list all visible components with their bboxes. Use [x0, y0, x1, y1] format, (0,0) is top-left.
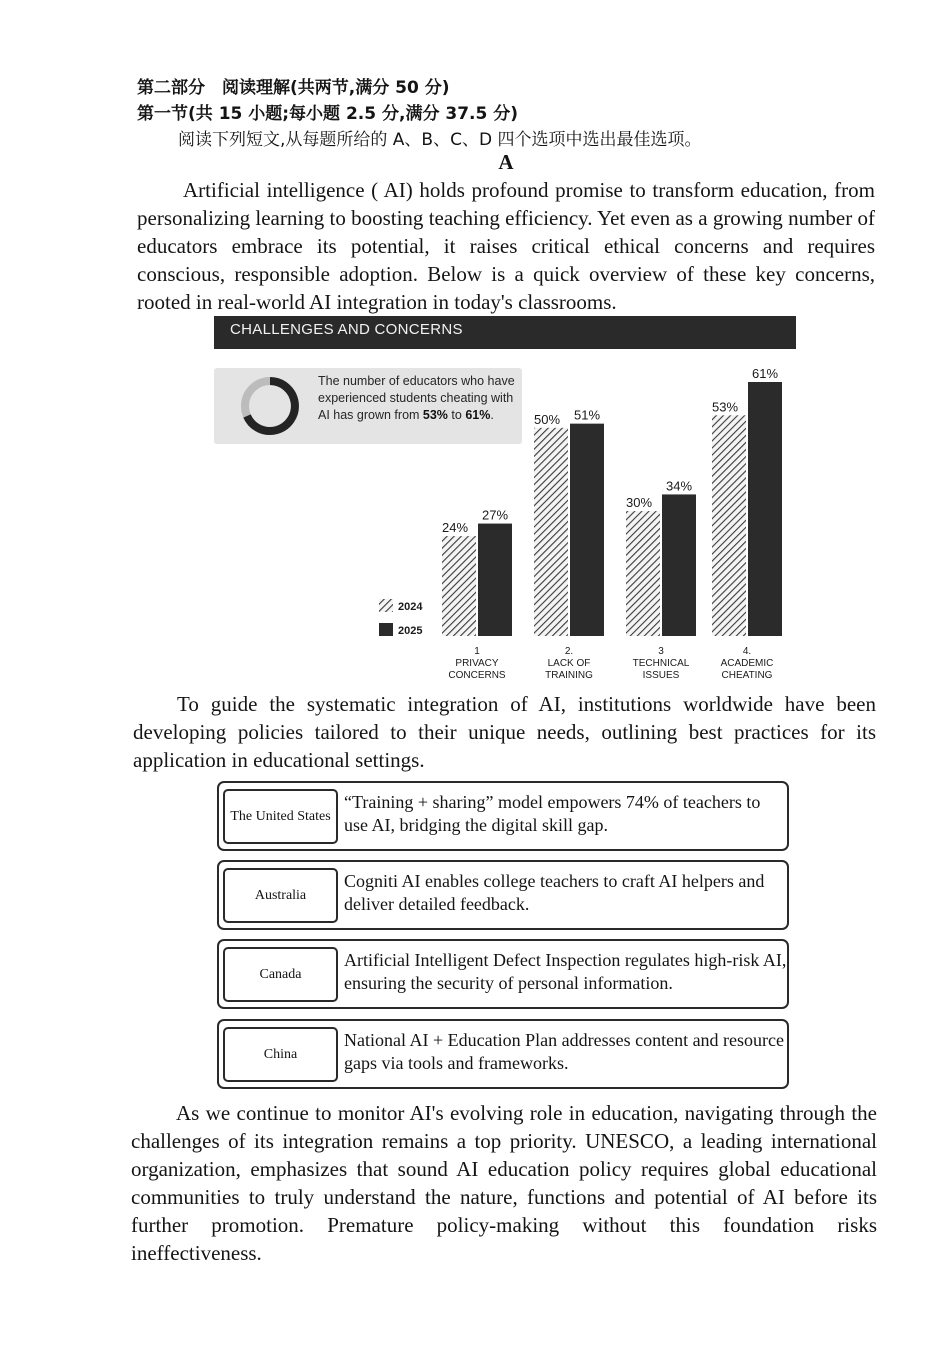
part-heading: 第二部分 阅读理解(共两节,满分 50 分)	[137, 78, 450, 98]
policy-text: Cogniti AI enables college teachers to craft AI helpers and deliver detailed feedback.	[344, 871, 765, 914]
category-label: PRIVACY	[455, 658, 499, 669]
bar-value-label: 30%	[625, 495, 653, 511]
callout-ring-icon	[245, 381, 295, 431]
country-label: China	[223, 1027, 338, 1082]
category-label: ACADEMIC	[720, 658, 774, 669]
bar-2024	[442, 536, 476, 636]
bar-value-label: 27%	[481, 507, 509, 523]
policy-text: National AI + Education Plan addresses content and resource gaps via tools and frameworks.	[344, 1030, 785, 1073]
legend-swatch-2024	[379, 599, 393, 612]
bar-2025	[478, 524, 512, 636]
category-label: ISSUES	[642, 670, 680, 681]
bar-value-label: 51%	[573, 407, 601, 423]
passage-letter: A	[498, 150, 514, 174]
bar-value-label: 61%	[751, 366, 779, 381]
country-label: The United States	[223, 789, 338, 844]
category-label: CONCERNS	[448, 670, 506, 681]
bar-2024	[534, 428, 568, 636]
callout-from: 53%	[422, 408, 448, 422]
section-heading: 第一节(共 15 小题;每小题 2.5 分,满分 37.5 分)	[137, 104, 519, 124]
legend-label-2025: 2025	[398, 625, 423, 637]
chart-title: CHALLENGES AND CONCERNS	[230, 321, 463, 338]
policy-row	[217, 860, 789, 930]
policy-row	[217, 939, 789, 1009]
policy-row	[217, 781, 789, 851]
bar-2024	[626, 511, 660, 636]
bar-value-label: 53%	[711, 399, 739, 415]
country-label: Australia	[223, 868, 338, 923]
category-number: 4.	[742, 646, 752, 657]
bar-value-label: 24%	[441, 520, 469, 536]
bar-2025	[570, 424, 604, 636]
category-label: CHEATING	[721, 670, 773, 681]
bar-2025	[748, 382, 782, 636]
category-number: 2.	[564, 646, 574, 657]
legend-swatch-2025	[379, 623, 393, 636]
bar-2025	[662, 494, 696, 636]
bar-value-label: 50%	[533, 411, 561, 427]
policy-row	[217, 1019, 789, 1089]
paragraph-policies: To guide the systematic integration of AI, institutions worldwide have been developing policies tailored to their unique needs, outlining best practices for its application in educational settings.	[133, 692, 876, 772]
bar-2024	[712, 415, 746, 636]
callout-end: .	[490, 408, 494, 422]
legend-label-2024: 2024	[398, 601, 423, 613]
category-number: 1	[474, 646, 480, 657]
policy-text: “Training + sharing” model empowers 74% of teachers to use AI, bridging the digital skill gap.	[344, 792, 761, 835]
paragraph-conclusion: As we continue to monitor AI's evolving role in education, navigating through the challenges of its integration remains a top priority. UNESCO, a leading international organization, emphasizes that sound AI education policy requires global educational communities to truly understand the nature, functions and potential of AI before its further promotion. Premature policy-making without this foundation risks ineffectiveness.	[131, 1101, 877, 1265]
paragraph-intro: Artificial intelligence ( AI) holds profound promise to transform education, from personalizing learning to boosting teaching efficiency. Yet even as a growing number of educators embrace its potential, it raises critical ethical concerns and requires conscious, responsible adoption. Below is a quick overview of these key concerns, rooted in real-world AI integration in today's classrooms.	[137, 178, 875, 314]
callout-to: 61%	[465, 408, 491, 422]
category-label: TRAINING	[545, 670, 593, 681]
policy-text: Artificial Intelligent Defect Inspection regulates high-risk AI, ensuring the security of personal information.	[344, 950, 787, 993]
callout-text-main: The number of educators who have experienced students cheating with AI has grown from	[318, 374, 515, 422]
bar-value-label: 34%	[665, 478, 693, 494]
instruction-text: 阅读下列短文,从每题所给的 A、B、C、D 四个选项中选出最佳选项。	[178, 130, 702, 150]
category-label: LACK OF	[547, 658, 591, 669]
chart-svg	[214, 316, 796, 688]
country-label: Canada	[223, 947, 338, 1002]
callout-text	[318, 373, 518, 424]
challenges-chart	[214, 316, 796, 688]
callout-to-word: to	[447, 408, 466, 422]
category-label: TECHNICAL	[632, 658, 690, 669]
category-number: 3	[658, 646, 664, 657]
